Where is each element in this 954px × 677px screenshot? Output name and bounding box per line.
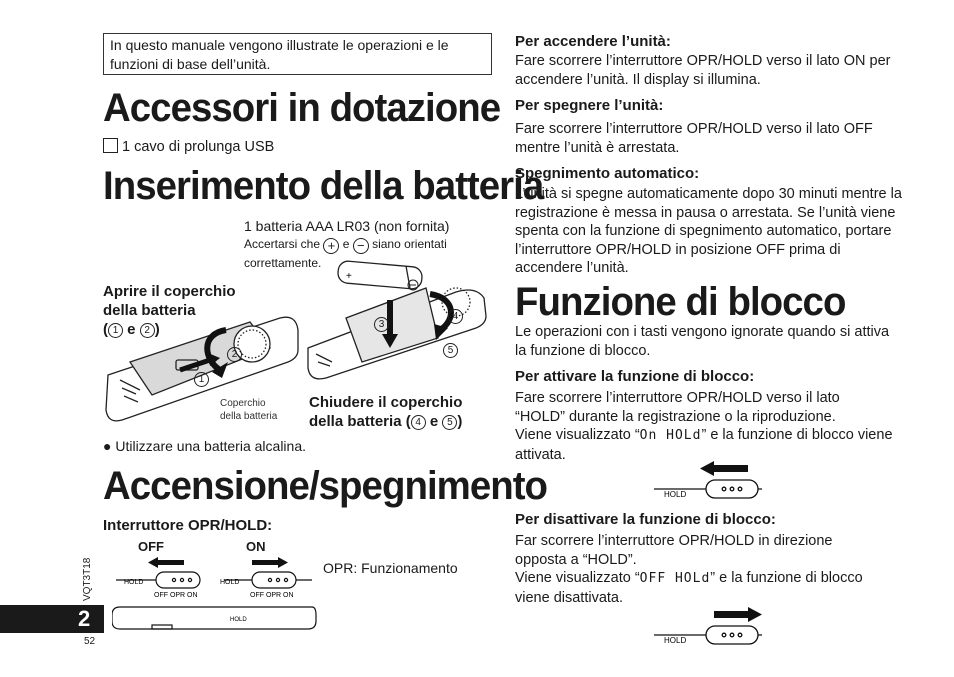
callout-5: 5	[443, 343, 458, 358]
lcd-on-hold: On HOLd	[639, 428, 702, 443]
on-label: ON	[246, 539, 266, 554]
battery-plus-icon: +	[346, 271, 352, 282]
deactivate-text: Far scorrere l’interruttore OPR/HOLD in direzione opposta a “HOLD”.	[515, 533, 833, 568]
off-text: Fare scorrere l’interruttore OPR/HOLD verso il lato OFF mentre l’unità è arrestata.	[515, 121, 873, 156]
page-number: 2	[78, 606, 91, 631]
switch-illustration	[112, 555, 317, 635]
cover-label: Coperchio della batteria	[220, 398, 278, 422]
callout-4: 4	[448, 309, 463, 324]
open-cover-heading: Aprire il coperchio della batteria ( 1 e 2 )	[103, 283, 236, 338]
hold-mark-2: HOLD	[220, 579, 240, 586]
hold-mark-1: HOLD	[124, 579, 144, 586]
accessories-item: 1 cavo di prolunga USB	[103, 138, 274, 157]
deactivate-shown: Viene visualizzato “OFF HOLd” e la funzione di blocco viene disattivata.	[515, 570, 863, 606]
callout-1: 1	[194, 372, 209, 387]
model-code-text: VQT3T18	[82, 557, 93, 601]
model-code	[80, 488, 94, 548]
off-label: OFF	[138, 539, 164, 554]
close-cover-heading: Chiudere il coperchio della batteria ( 4 e 5 )	[309, 394, 463, 430]
deactivate-hold-illustration	[650, 604, 770, 648]
power-title: Accensione/spegnimento	[103, 464, 548, 508]
battery-orient-2: correttamente.	[244, 256, 322, 270]
insert-battery-illustration	[306, 258, 496, 388]
hold-label-deactivate: HOLD	[664, 636, 687, 645]
callout-3: 3	[374, 317, 389, 332]
plus-icon: +	[323, 238, 339, 254]
activate-shown: Viene visualizzato “On HOLd” e la funzione di blocco viene attivata.	[515, 427, 893, 463]
auto-text: L’unità si spegne automaticamente dopo 30 minuti mentre la registrazione è messa in pausa o arrestata. Se l’unità viene spenta con la funzione di spegnimento automatico, portare l’interruttore OPR/HOLD in posizione OFF prima di accendere l’unità.	[515, 186, 902, 276]
activate-text: Fare scorrere l’interruttore OPR/HOLD verso il lato “HOLD” durante la registrazione o la riproduzione.	[515, 390, 840, 425]
activate-title: Per attivare la funzione di blocco:	[515, 368, 755, 385]
lock-title: Funzione di blocco	[515, 280, 846, 324]
activate-hold-illustration	[650, 460, 770, 500]
battery-orient: Accertarsi che + e − siano orientati	[244, 237, 447, 253]
off-title: Per spegnere l’unità:	[515, 97, 664, 114]
lcd-off-hold: OFF HOLd	[639, 571, 711, 586]
opr-note: OPR: Funzionamento	[323, 560, 458, 576]
intro-box: In questo manuale vengono illustrate le operazioni e le funzioni di base dell’unità.	[103, 33, 492, 75]
lock-intro: Le operazioni con i tasti vengono ignorate quando si attiva la funzione di blocco.	[515, 324, 890, 359]
switch-heading: Interruttore OPR/HOLD:	[103, 517, 273, 534]
battery-title: Inserimento della batteria	[103, 164, 544, 208]
battery-type: 1 batteria AAA LR03 (non fornita)	[244, 218, 450, 234]
hold-label-activate: HOLD	[664, 490, 687, 499]
page-small: 52	[84, 636, 96, 647]
checkbox-icon	[103, 138, 118, 153]
hold-mark-3: HOLD	[230, 617, 247, 623]
on-text: Fare scorrere l’interruttore OPR/HOLD verso il lato ON per accendere l’unità. Il display si illumina.	[515, 53, 891, 88]
on-title: Per accendere l’unità:	[515, 33, 671, 50]
minus-icon: −	[353, 238, 369, 254]
accessories-title: Accessori in dotazione	[103, 86, 501, 130]
deactivate-title: Per disattivare la funzione di blocco:	[515, 511, 776, 528]
callout-2: 2	[227, 347, 242, 362]
alkaline-note: ● Utilizzare una batteria alcalina.	[103, 438, 306, 454]
scale-mark-1: OFF OPR ON	[154, 592, 198, 599]
scale-mark-2: OFF OPR ON	[250, 592, 294, 599]
auto-title: Spegnimento automatico:	[515, 165, 700, 182]
